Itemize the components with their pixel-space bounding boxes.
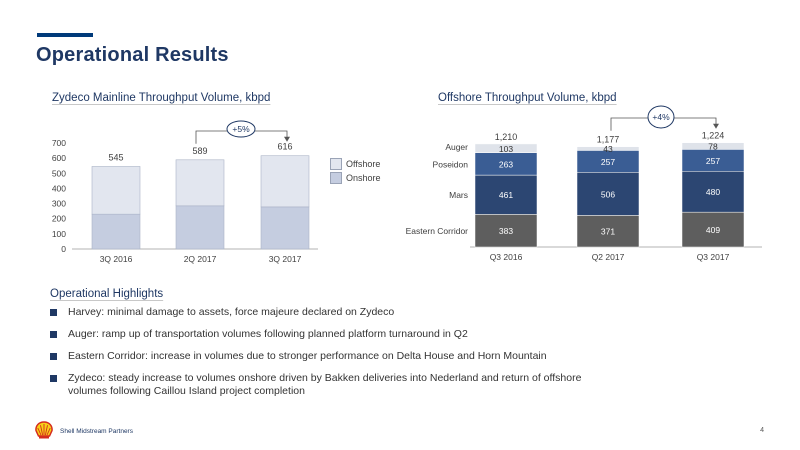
bullet-square-icon <box>50 375 57 382</box>
zydeco-category-label: 3Q 2017 <box>268 254 302 264</box>
zydeco-ytick-label: 300 <box>51 198 66 209</box>
zydeco-ytick-label: 200 <box>51 213 66 224</box>
legend-item-offshore <box>330 157 381 171</box>
offshore-value-label: 43 <box>603 144 613 155</box>
offshore-category-label: Q3 2016 <box>489 252 523 262</box>
zydeco-ytick-label: 100 <box>51 228 66 239</box>
highlights-title: Operational Highlights <box>50 288 164 300</box>
legend-label-offshore: Offshore <box>346 159 381 169</box>
offshore-category-label: Q3 2017 <box>696 252 730 262</box>
offshore-value-label: 257 <box>600 156 616 167</box>
zydeco-category-label: 3Q 2016 <box>99 254 133 264</box>
zydeco-ytick-label: 500 <box>51 168 66 179</box>
offshore-series-label-poseidon: Poseidon <box>432 159 468 170</box>
bullet-square-icon <box>50 353 57 360</box>
zydeco-bar-offshore <box>261 156 309 207</box>
zydeco-total-label: 545 <box>108 152 124 163</box>
zydeco-bar-offshore <box>176 160 224 206</box>
offshore-series-label-eastern-corridor: Eastern Corridor <box>405 226 468 237</box>
zydeco-ytick-label: 700 <box>51 138 66 148</box>
zydeco-ytick-label: 0 <box>61 244 66 254</box>
zydeco-bar-onshore <box>92 214 140 249</box>
offshore-series-label-mars: Mars <box>449 190 468 201</box>
legend-label-onshore: Onshore <box>346 173 381 183</box>
zydeco-growth-label: +5% <box>232 124 250 134</box>
legend-swatch-onshore <box>330 172 342 184</box>
operational-highlights <box>50 288 590 407</box>
highlight-text: Zydeco: steady increase to volumes onshore driven by Bakken deliveries into Nederland and return of offshore volumes following Caillou Island project completion <box>68 372 582 397</box>
highlight-item <box>50 372 590 398</box>
offshore-value-label: 103 <box>498 143 514 154</box>
zydeco-bar-onshore <box>261 207 309 249</box>
offshore-total-label: 1,177 <box>596 134 620 145</box>
zydeco-category-label: 2Q 2017 <box>183 254 217 264</box>
offshore-chart-title: Offshore Throughput Volume, kbpd <box>438 92 617 104</box>
offshore-value-label: 480 <box>705 187 721 198</box>
offshore-value-label: 257 <box>705 155 721 166</box>
offshore-series-label-auger: Auger <box>445 141 468 152</box>
zydeco-ytick-label: 600 <box>51 153 66 164</box>
highlight-text: Harvey: minimal damage to assets, force majeure declared on Zydeco <box>68 306 395 318</box>
bullet-square-icon <box>50 309 57 316</box>
highlight-text: Auger: ramp up of transportation volumes following planned platform turnaround in Q2 <box>68 328 468 340</box>
zydeco-bar-onshore <box>176 206 224 249</box>
offshore-value-label: 506 <box>600 189 616 200</box>
offshore-growth-label: +4% <box>652 112 670 122</box>
offshore-growth-arrow-icon <box>713 124 719 129</box>
zydeco-total-label: 589 <box>192 145 208 156</box>
offshore-value-label: 263 <box>498 159 514 170</box>
zydeco-legend <box>330 157 381 185</box>
offshore-total-label: 1,210 <box>494 131 518 142</box>
highlight-item <box>50 350 590 363</box>
offshore-category-label: Q2 2017 <box>591 252 625 262</box>
legend-item-onshore <box>330 171 381 185</box>
shell-logo-icon <box>34 420 54 440</box>
bullet-square-icon <box>50 331 57 338</box>
offshore-value-label: 383 <box>498 226 514 237</box>
offshore-value-label: 78 <box>708 141 718 152</box>
offshore-value-label: 409 <box>705 225 721 236</box>
footer-company-name: Shell Midstream Partners <box>60 428 133 435</box>
legend-swatch-offshore <box>330 158 342 170</box>
zydeco-bar-offshore <box>92 166 140 214</box>
highlight-text: Eastern Corridor: increase in volumes due to stronger performance on Delta House and Horn Mountain <box>68 350 547 362</box>
offshore-value-label: 371 <box>600 226 616 237</box>
offshore-value-label: 461 <box>498 190 514 201</box>
highlight-item <box>50 328 590 341</box>
offshore-total-label: 1,224 <box>701 130 725 141</box>
zydeco-chart-title: Zydeco Mainline Throughput Volume, kbpd <box>52 92 271 104</box>
page-number: 4 <box>760 427 764 434</box>
zydeco-total-label: 616 <box>277 141 293 152</box>
page-title: Operational Results <box>36 44 229 66</box>
highlights-list <box>50 306 590 398</box>
highlight-item <box>50 306 590 319</box>
zydeco-ytick-label: 400 <box>51 183 66 194</box>
